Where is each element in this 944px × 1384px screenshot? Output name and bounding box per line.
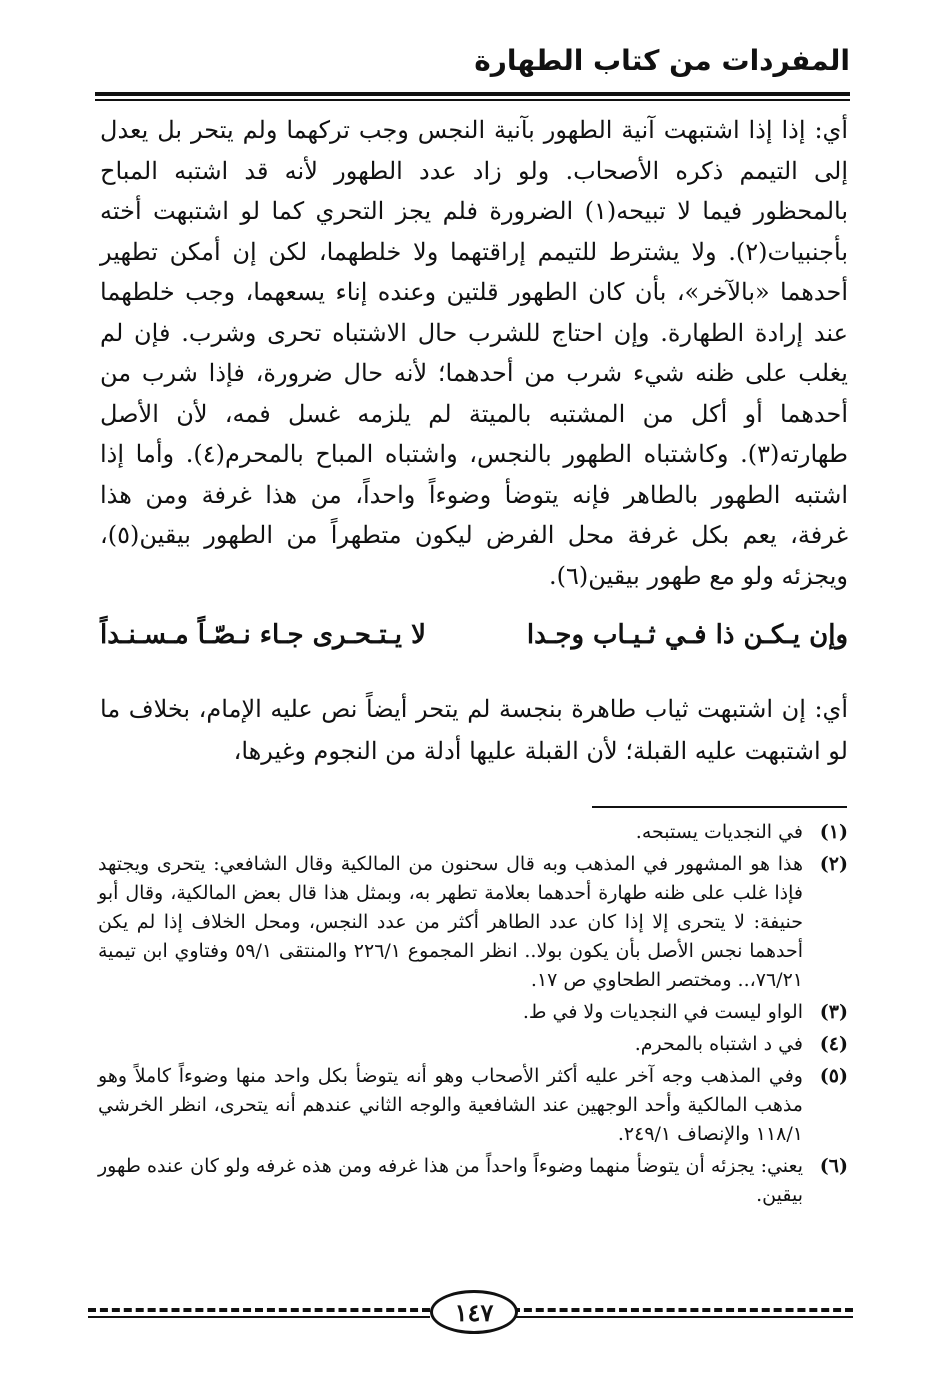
- verse-second-hemistich: لا يـتـحـرى جـاء نـصّـاً مـسـنـداً: [100, 620, 426, 650]
- footer-line-right: [512, 1316, 853, 1318]
- footer-dashes-right: [512, 1308, 853, 1312]
- footnote-text: في د اشتباه بالمحرم.: [634, 1033, 803, 1055]
- paragraph-1: أي: إذا إذا اشتبهت آنية الطهور بآنية النجس وجب تركهما ولم يتحر بل يعدل إلى التيمم ذكره الأصحاب. ولو زاد عدد الطهور لأنه قد اشتبه المباح بالمحظور فيما لا تبيحه(١) الضرورة فلم يجز التحري كما لو اشتبهت أخته بأجنبيات(٢). ولا يشترط للتيمم إراقتهما ولا خلطهما، لكن إن أمكن تطهير أحدهما «بالآخر»، بأن كان الطهور قلتين وعنده إناء يسعهما، وجب خلطهما عند إرادة الطهارة. وإن احتاج للشرب حال الاشتباه تحرى وشرب. فإن لم يغلب على ظنه شيء شرب من أحدهما؛ لأنه حال ضرورة، فإذا شرب من أحدهما أو أكل من المشتبه بالميتة لم يلزمه غسل فمه، لأن الأصل طهارته(٣). وكاشتباه الطهور بالنجس، واشتباه المباح بالمحرم(٤). وأما إذا اشتبه الطهور بالطاهر فإنه يتوضأ وضوءاً واحداً، من هذا غرفة ومن هذا غرفة، يعم بكل غرفة محل الفرض ليكون متطهراً من الطهور بيقين(٥)، ويجزئه ولو مع طهور بيقين(٦).: [100, 116, 849, 590]
- footnote-number: (٣): [819, 1001, 848, 1023]
- footnote-number: (٢): [819, 853, 848, 875]
- footnote-item: [98, 998, 848, 1027]
- footer-line-left: [88, 1316, 430, 1318]
- page-number-badge: [430, 1290, 518, 1334]
- footnote-text: يعني: يجزئه أن يتوضأ منهما وضوءاً واحداً من هذا غرفه ومن هذه غرفه ولو كان عنده طهور بيقين.: [98, 1155, 803, 1206]
- header-rule-top: [95, 92, 850, 96]
- footnote-text: هذا هو المشهور في المذهب وبه قال سحنون من المالكية وقال الشافعي: يتحرى ويجتهد فإذا غلب على ظنه طهارة أحدهما بعلامة تطهر به، وبمثل هذا قال بعض المالكية، وقال أبو حنيفة: لا يتحرى إلا إذا كان عدد الطاهر أكثر من عدد النجس، ومحل الخلاف إذا لم يكن أحدهما نجس الأصل بأن يكون بولا.. انظر المجموع ٢٢٦/١ والمنتقى ٥٩/١ وفتاوي ابن تيمية ٧٦/٢١،.. ومختصر الطحاوي ص ١٧.: [98, 853, 803, 991]
- page-number: ١٤٧: [454, 1297, 494, 1327]
- footnote-item: [98, 1030, 848, 1059]
- footnote-separator: [592, 806, 847, 808]
- footnote-item: [98, 1152, 848, 1210]
- header-rule-bottom: [95, 99, 850, 101]
- footnotes: [98, 818, 848, 1213]
- footer-dashes-left: [88, 1308, 430, 1312]
- footnote-text: وفي المذهب وجه آخر عليه أكثر الأصحاب وهو أنه يتوضأ بكل واحد منها وضوءاً كاملاً وهو مذهب المالكية وأحد الوجهين عند الشافعية والوجه الثاني عندهم أنه يتحرى، انظر الخرشي ١١٨/١ والإنصاف ٢٤٩/١.: [98, 1065, 803, 1145]
- running-header: [95, 40, 850, 100]
- header-title: المفردات من كتاب الطهارة: [474, 44, 850, 77]
- poem-verse: [100, 620, 848, 660]
- page-footer: [88, 1290, 853, 1330]
- paragraph-2: أي: إن اشتبهت ثياب طاهرة بنجسة لم يتحر أيضاً نص عليه الإمام، بخلاف ما لو اشتبهت عليه القبلة؛ لأن القبلة عليها أدلة من النجوم وغيرها،: [100, 695, 848, 765]
- footnote-number: (٤): [819, 1033, 848, 1055]
- footnote-number: (٦): [819, 1155, 848, 1177]
- verse-first-hemistich: وإن يـكـن ذا فـي ثـيـاب وجـدا: [526, 620, 848, 650]
- commentary-text: [100, 688, 848, 772]
- footnote-text: الواو ليست في النجديات ولا في ط.: [522, 1001, 803, 1023]
- footnote-item: [98, 818, 848, 847]
- footnote-item: [98, 1062, 848, 1149]
- footnote-text: في النجديات يستبحه.: [635, 821, 803, 843]
- main-text: [100, 110, 848, 596]
- footnote-number: (١): [819, 821, 848, 843]
- footnote-number: (٥): [819, 1065, 848, 1087]
- footnote-item: [98, 850, 848, 995]
